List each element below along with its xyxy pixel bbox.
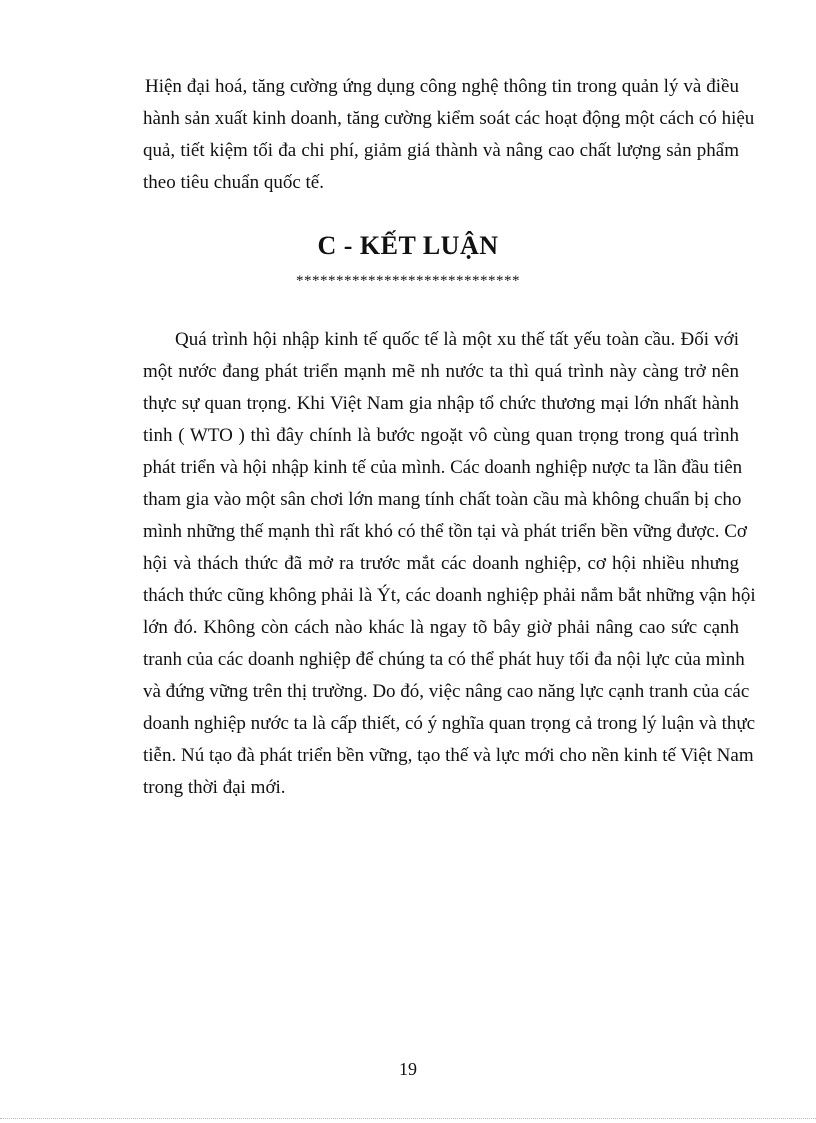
paragraph-line: lớn đó. Không còn cách nào khác là ngay tõ bây giờ phải nâng cao sức cạnh: [143, 617, 739, 638]
page-bottom-divider: [0, 1118, 816, 1119]
paragraph-line: doanh nghiệp nước ta là cấp thiết, có ý nghĩa quan trọng cả trong lý luận và thực: [143, 713, 756, 734]
page-number: 19: [399, 1059, 417, 1079]
section-heading: C - KẾT LUẬN: [317, 231, 499, 260]
paragraph-line: hội và thách thức đã mở ra trước mắt các doanh nghiệp, cơ hội nhiều nhưng: [143, 553, 739, 574]
paragraph-line: và đứng vững trên thị trường. Do đó, việc nâng cao năng lực cạnh tranh của các: [143, 681, 750, 702]
paragraph-line: tham gia vào một sân chơi lớn mang tính chất toàn cầu mà không chuẩn bị cho: [143, 489, 742, 510]
paragraph-line: tiễn. Nú tạo đà phát triển bền vững, tạo thế và lực mới cho nền kinh tế Việt Nam: [143, 745, 754, 766]
paragraph-line: một nước đang phát triển mạnh mẽ nh nước ta thì quá trình này càng trở nên: [143, 361, 739, 382]
paragraph-line: hành sản xuất kinh doanh, tăng cường kiểm soát các hoạt động một cách có hiệu: [143, 108, 755, 129]
paragraph-line: theo tiêu chuẩn quốc tế.: [143, 172, 324, 193]
paragraph-line: tranh của các doanh nghiệp để chúng ta có thể phát huy tối đa nội lực của mình: [143, 649, 745, 670]
paragraph-line: thực sự quan trọng. Khi Việt Nam gia nhập tổ chức thương mại lớn nhất hành: [143, 393, 739, 414]
heading-divider: ****************************: [296, 273, 520, 289]
paragraph-line: Hiện đại hoá, tăng cường ứng dụng công nghệ thông tin trong quản lý và điều: [145, 76, 739, 97]
paragraph-line: quả, tiết kiệm tối đa chi phí, giảm giá thành và nâng cao chất lượng sản phẩm: [143, 140, 739, 161]
paragraph-line: mình những thế mạnh thì rất khó có thể tồn tại và phát triển bền vững được. Cơ: [143, 521, 747, 542]
paragraph-line: tinh ( WTO ) thì đây chính là bước ngoặt vô cùng quan trọng trong quá trình: [143, 425, 739, 446]
paragraph-line: Quá trình hội nhập kinh tế quốc tế là một xu thế tất yếu toàn cầu. Đối với: [175, 329, 739, 350]
paragraph-line: phát triển và hội nhập kinh tế của mình. Các doanh nghiệp nược ta lần đầu tiên: [143, 457, 743, 478]
paragraph-line: trong thời đại mới.: [143, 777, 286, 798]
paragraph-line: thách thức cũng không phải là Ýt, các doanh nghiệp phải nắm bắt những vận hội: [143, 585, 756, 606]
